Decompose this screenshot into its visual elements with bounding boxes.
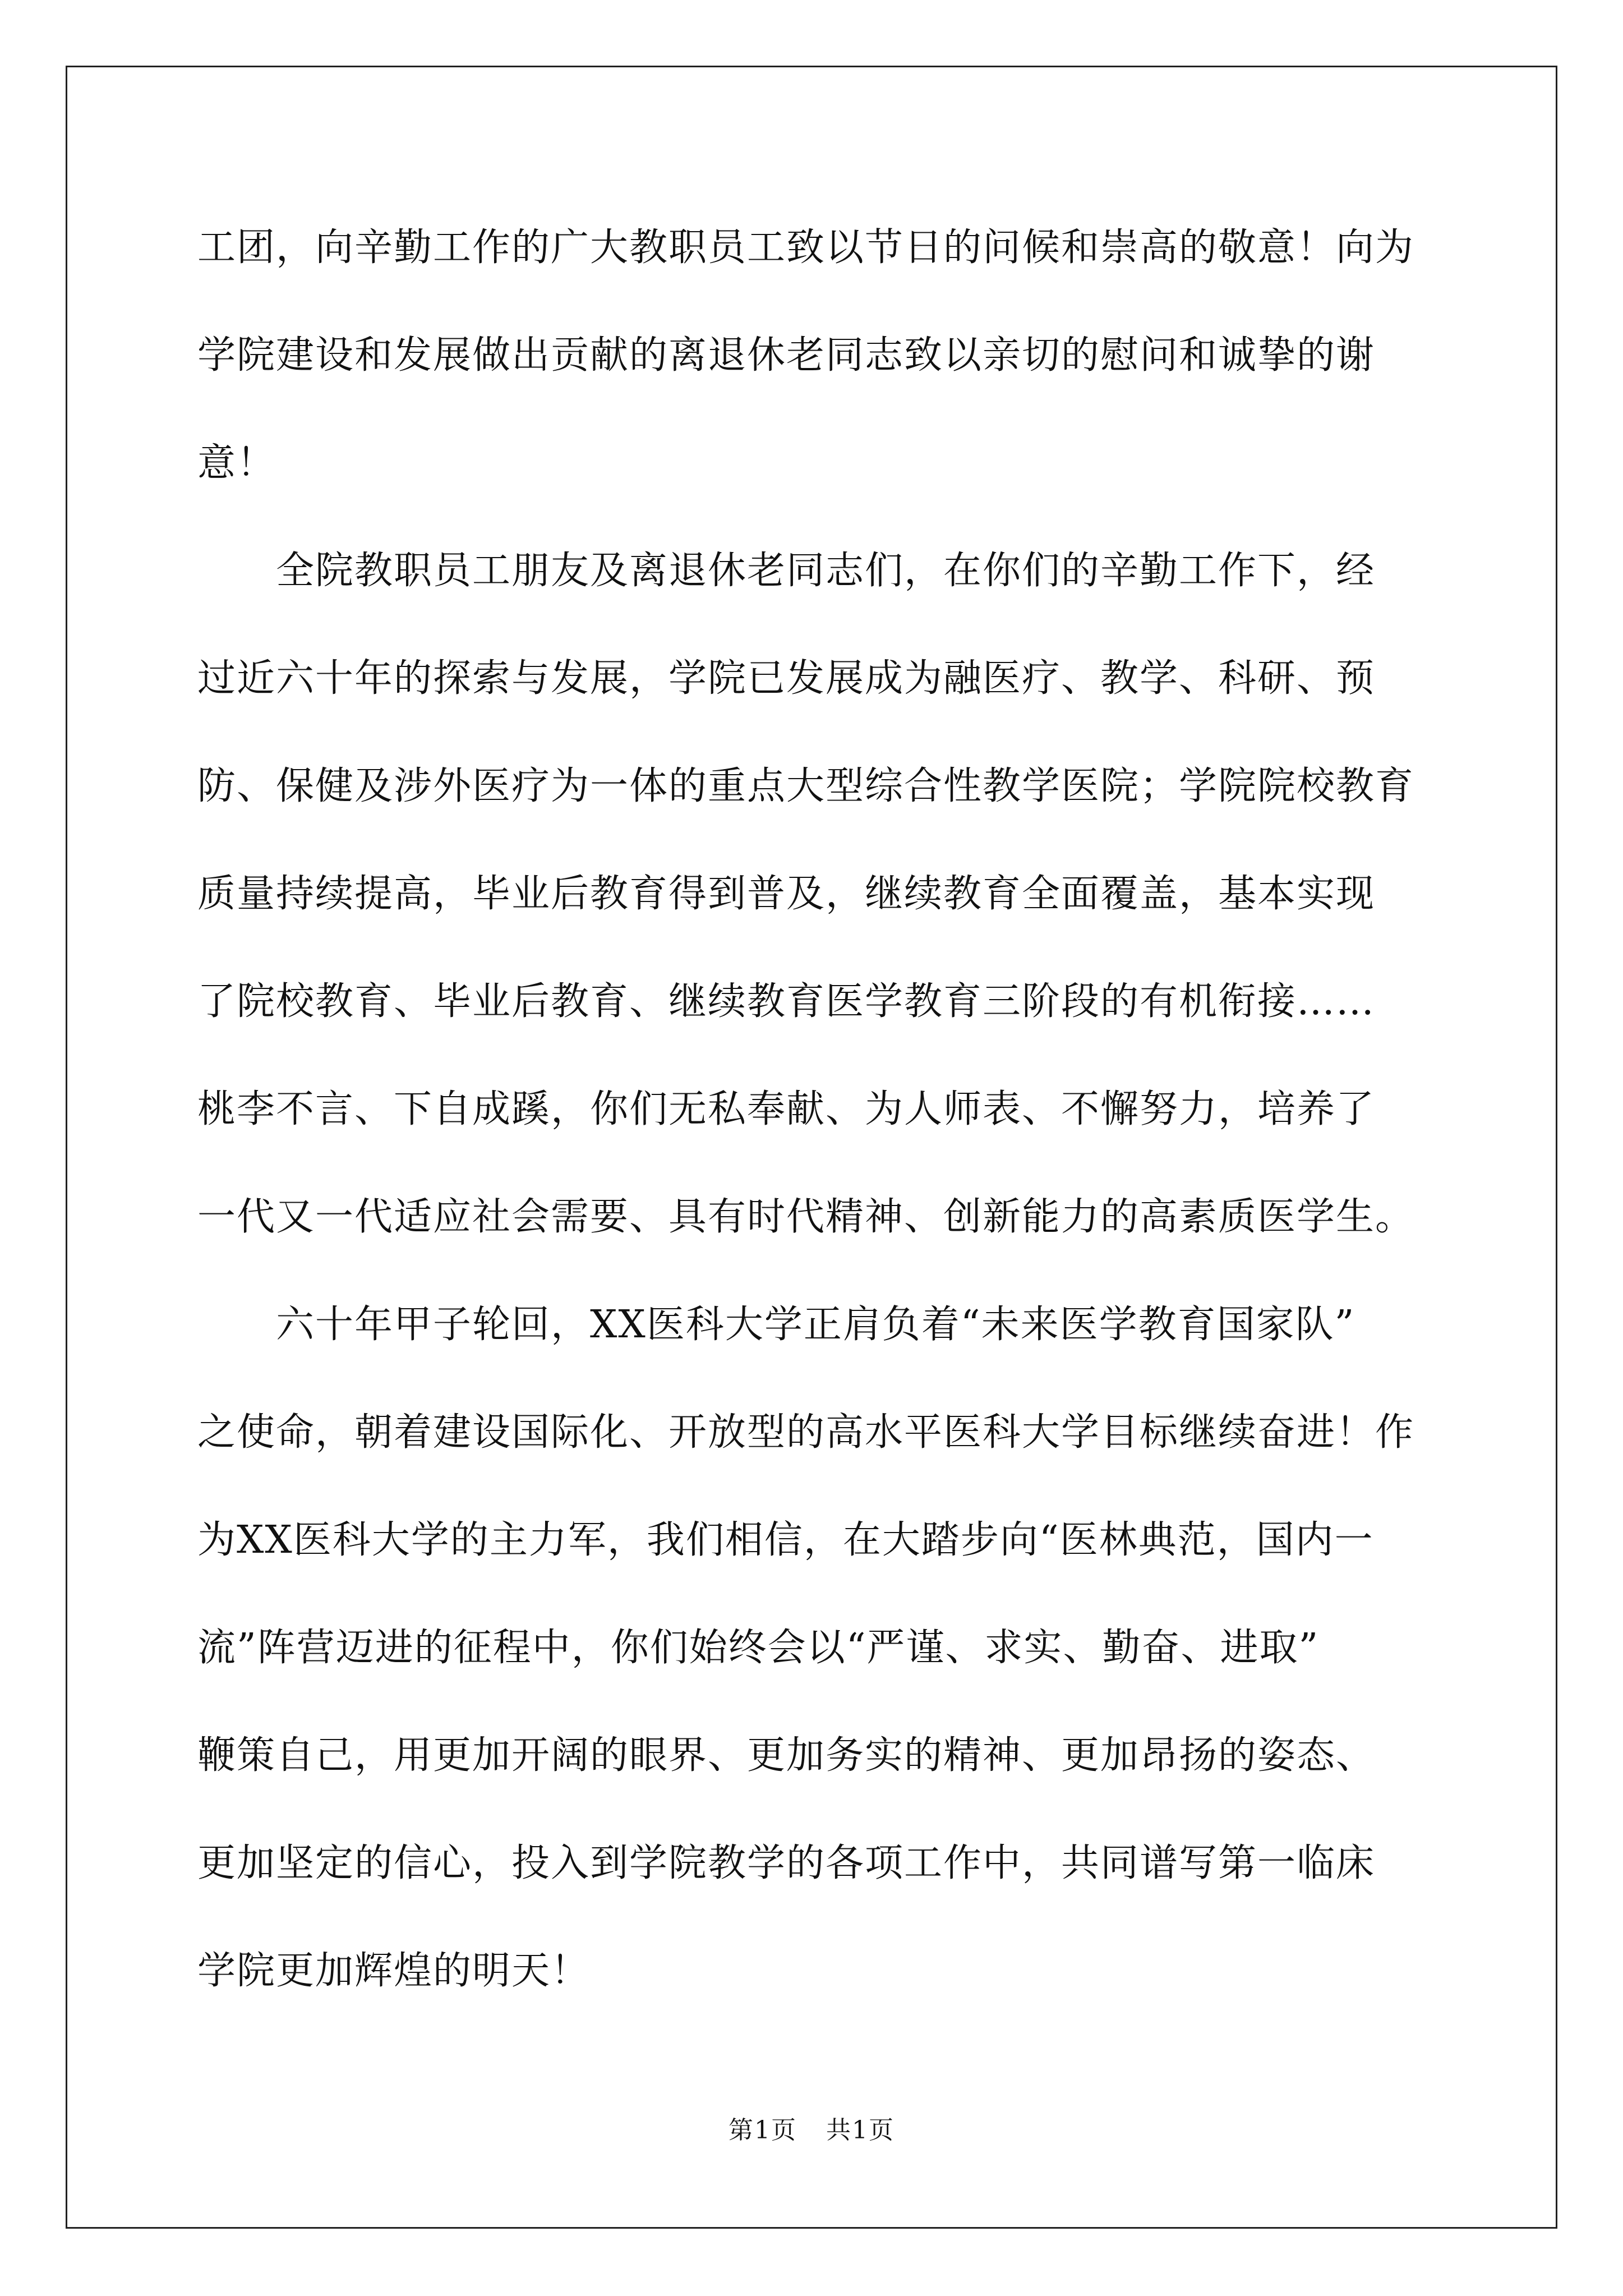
- paragraph-line: 之使命，朝着建设国际化、开放型的高水平医科大学目标继续奋进！作: [197, 1410, 1415, 1455]
- paragraph-line: 过近六十年的探索与发展，学院已发展成为融医疗、教学、科研、预: [197, 656, 1376, 701]
- paragraph-line: 为XX医科大学的主力军，我们相信，在大踏步向“医林典范，国内一: [197, 1518, 1374, 1562]
- paragraph-line: 桃李不言、下自成蹊，你们无私奉献、为人师表、不懈努力，培养了: [197, 1087, 1376, 1131]
- paragraph-line: 防、保健及涉外医疗为一体的重点大型综合性教学医院；学院院校教育: [197, 764, 1415, 808]
- page-footer: [0, 2115, 1623, 2146]
- paragraph-line: 全院教职员工朋友及离退休老同志们，在你们的辛勤工作下，经: [276, 549, 1376, 593]
- paragraph-line: 工团，向辛勤工作的广大教职员工致以节日的问候和崇高的敬意！向为: [197, 226, 1415, 270]
- page-total: 共1页: [826, 2116, 895, 2145]
- paragraph-line: 学院建设和发展做出贡献的离退休老同志致以亲切的慰问和诚挚的谢: [197, 333, 1376, 378]
- paragraph-line: 质量持续提高，毕业后教育得到普及，继续教育全面覆盖，基本实现: [197, 872, 1376, 916]
- paragraph-line: 流”阵营迈进的征程中，你们始终会以“严谨、求实、勤奋、进取”: [197, 1626, 1320, 1670]
- page-border: [66, 66, 1557, 2229]
- paragraph-line: 学院更加辉煌的明天！: [197, 1949, 591, 1993]
- paragraph-line: 六十年甲子轮回，XX医科大学正肩负着“未来医学教育国家队”: [276, 1303, 1355, 1347]
- page-number: 第1页: [728, 2116, 797, 2145]
- paragraph-line: 鞭策自己，用更加开阔的眼界、更加务实的精神、更加昂扬的姿态、: [197, 1733, 1376, 1778]
- paragraph-line: 意！: [197, 441, 276, 485]
- paragraph-line: 更加坚定的信心，投入到学院教学的各项工作中，共同谱写第一临床: [197, 1841, 1376, 1885]
- paragraph-line: 了院校教育、毕业后教育、继续教育医学教育三阶段的有机衔接……: [197, 979, 1376, 1024]
- paragraph-line: 一代又一代适应社会需要、具有时代精神、创新能力的高素质医学生。: [197, 1195, 1415, 1239]
